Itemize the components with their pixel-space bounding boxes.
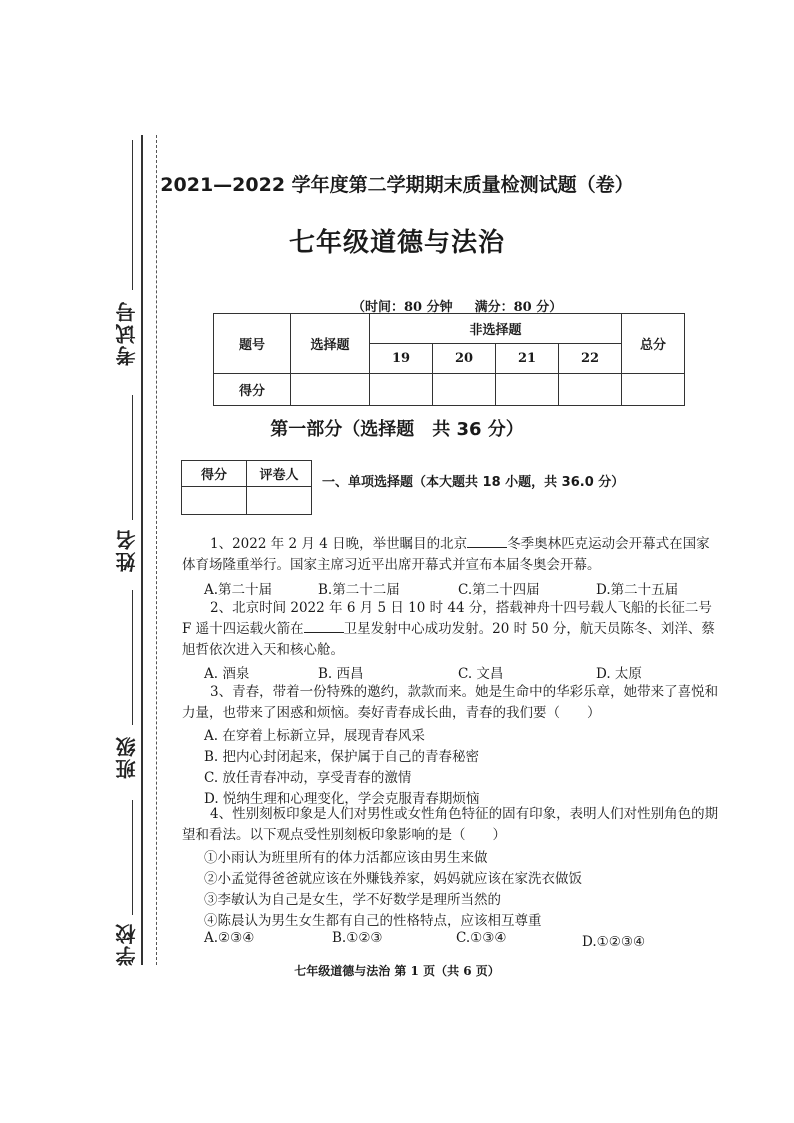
score-cell-22[interactable] <box>559 374 622 406</box>
col-nonchoice: 非选择题 <box>370 314 622 344</box>
name-blank <box>132 395 133 520</box>
q2-option-b: B. 西昌 <box>318 666 364 682</box>
grader-name-label: 评卷人 <box>247 461 312 487</box>
col-total: 总分 <box>622 314 685 374</box>
exam-title: 2021—2022 学年度第二学期期末质量检测试题（卷） <box>160 174 634 196</box>
exam-no-blank <box>132 140 133 290</box>
exam-time: （时间：80 分钟 <box>352 300 453 315</box>
q2-text-b: 卫星发射中心成功发射。20 时 50 分，航天员陈冬、刘洋、蔡旭哲依次进入天和核心舱。 <box>182 621 715 658</box>
class-blank <box>132 590 133 725</box>
q4-option-c: C.①③④ <box>456 930 507 946</box>
full-score: 满分：80 分） <box>474 300 563 315</box>
grader-table <box>181 460 312 515</box>
page-footer: 七年级道德与法治 第 1 页（共 6 页） <box>294 964 500 978</box>
q1-option-a: A.第二十届 <box>204 582 273 598</box>
col-22: 22 <box>559 344 622 374</box>
grader-name-cell[interactable] <box>247 487 312 515</box>
exam-no-label: 考试号 <box>115 300 139 366</box>
col-20: 20 <box>433 344 496 374</box>
q4-option-d: D.①②③④ <box>582 934 646 950</box>
q1-text-b: 冬季奥林匹克运动会开幕式在国家体育场隆重举行。国家主席习近平出席开幕式并宣布本届冬奥会开幕。 <box>182 536 710 573</box>
q3-option-a: A. 在穿着上标新立异，展现青春风采 <box>204 728 425 744</box>
row-label-question-no: 题号 <box>214 314 291 374</box>
score-cell-20[interactable] <box>433 374 496 406</box>
q4-item-2: ②小孟觉得爸爸就应该在外赚钱养家，妈妈就应该在家洗衣做饭 <box>204 871 582 887</box>
score-cell-choice[interactable] <box>291 374 370 406</box>
q4-option-a: A.②③④ <box>204 930 255 946</box>
q2-option-a: A. 酒泉 <box>204 666 250 682</box>
grader-score-label: 得分 <box>182 461 247 487</box>
q4-option-b: B.①②③ <box>332 930 383 946</box>
section1-title: 一、单项选择题（本大题共 18 小题，共 36.0 分） <box>322 475 625 490</box>
school-label: 学校 <box>115 922 139 966</box>
q2-text-a: 2、北京时间 2022 年 6 月 5 日 10 时 44 分，搭载神舟十四号载人飞船的长征二号 F 遥十四运载火箭在 <box>182 600 712 637</box>
binding-dashed-line <box>156 135 157 965</box>
col-choice: 选择题 <box>291 314 370 374</box>
q1-option-d: D.第二十五届 <box>596 582 679 598</box>
question-2 <box>182 598 722 661</box>
q1-option-b: B.第二十二届 <box>318 582 400 598</box>
col-21: 21 <box>496 344 559 374</box>
q1-option-c: C.第二十四届 <box>458 582 540 598</box>
score-table <box>213 313 685 406</box>
q1-blank <box>467 535 507 548</box>
question-1 <box>182 534 722 576</box>
subject-title: 七年级道德与法治 <box>288 228 505 258</box>
q3-option-b: B. 把内心封闭起来，保护属于自己的青春秘密 <box>204 749 480 765</box>
question-3: 3、青春，带着一份特殊的邀约，款款而来。她是生命中的华彩乐章，她带来了喜悦和力量，也带来了困惑和烦恼。奏好青春成长曲，青春的我们要（ ） <box>182 684 719 721</box>
school-blank <box>132 800 133 915</box>
col-19: 19 <box>370 344 433 374</box>
row-label-score: 得分 <box>214 374 291 406</box>
q3-option-d: D. 悦纳生理和心理变化，学会克服青春期烦恼 <box>204 791 480 807</box>
class-label: 班级 <box>115 735 139 779</box>
q4-item-4: ④陈晨认为男生女生都有自己的性格特点，应该相互尊重 <box>204 913 542 929</box>
score-cell-19[interactable] <box>370 374 433 406</box>
q4-item-1: ①小雨认为班里所有的体力活都应该由男生来做 <box>204 850 488 866</box>
score-cell-total[interactable] <box>622 374 685 406</box>
score-cell-21[interactable] <box>496 374 559 406</box>
binding-line <box>141 135 143 965</box>
name-label: 姓名 <box>115 528 139 572</box>
q3-option-c: C. 放任青春冲动，享受青春的激情 <box>204 770 412 786</box>
q2-blank <box>304 620 344 633</box>
q1-text-a: 1、2022 年 2 月 4 日晚，举世瞩目的北京 <box>210 536 468 552</box>
part1-title: 第一部分（选择题 共 36 分） <box>270 419 524 440</box>
question-4: 4、性别刻板印象是人们对男性或女性角色特征的固有印象，表明人们对性别角色的期望和看法。以下观点受性别刻板印象影响的是（ ） <box>182 806 719 843</box>
q2-option-c: C. 文昌 <box>458 666 504 682</box>
q2-option-d: D. 太原 <box>596 666 642 682</box>
grader-score-cell[interactable] <box>182 487 247 515</box>
q4-item-3: ③李敏认为自己是女生，学不好数学是理所当然的 <box>204 892 501 908</box>
